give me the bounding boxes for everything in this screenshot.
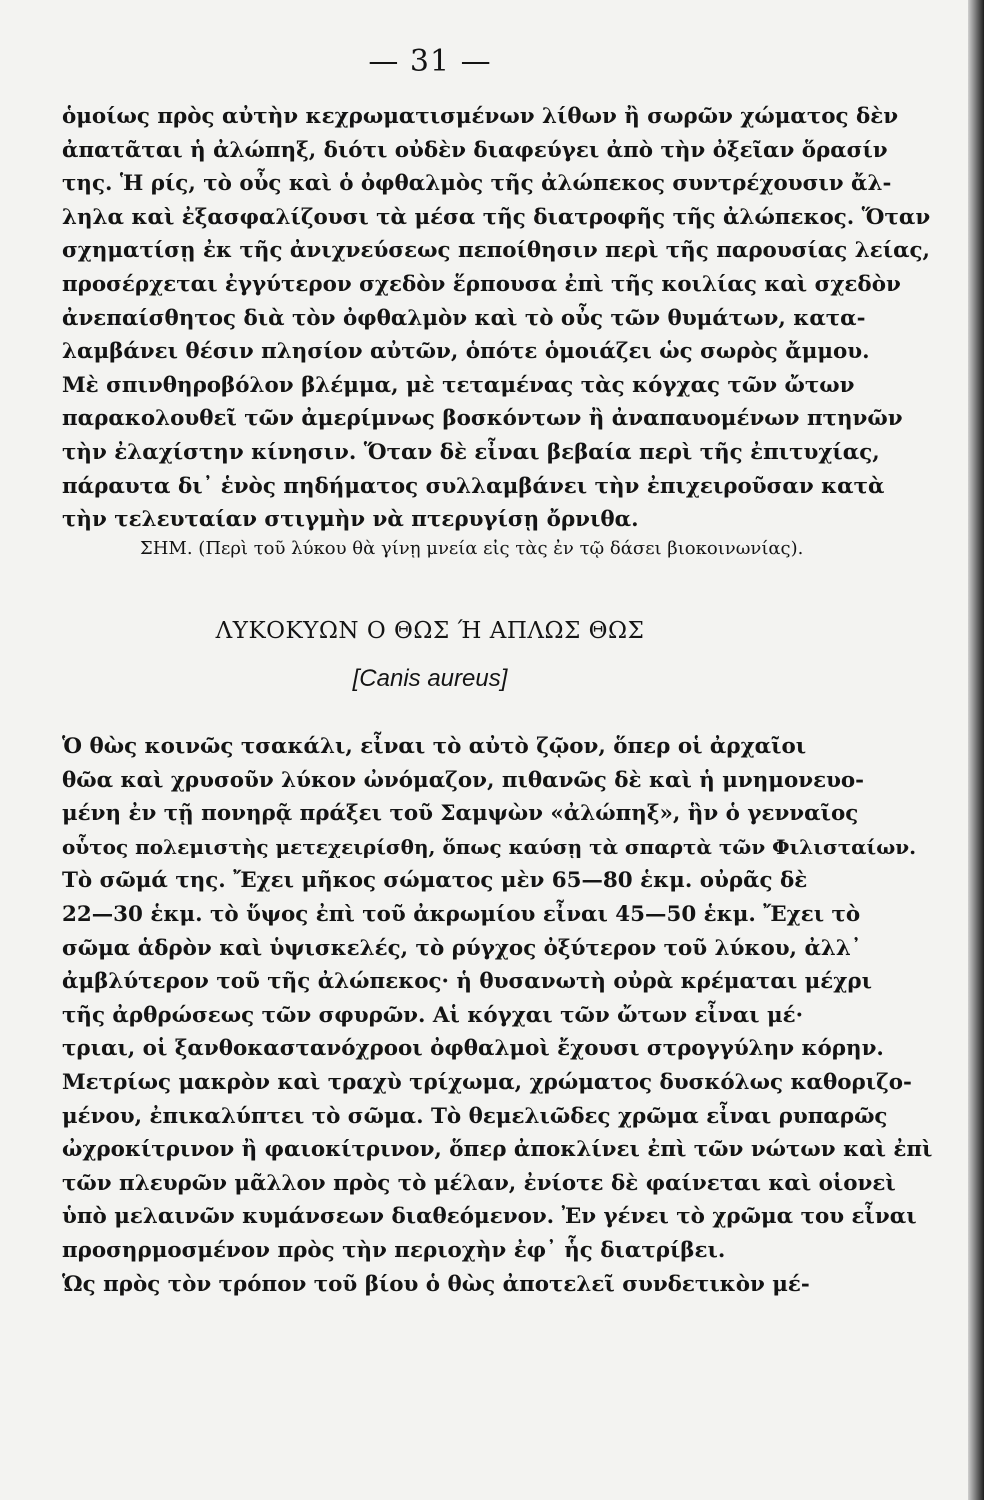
- text-line: ληλα καὶ ἐξασφαλίζουσι τὰ μέσα τῆς διατροφῆς τῆς ἀλώπεκος. Ὅταν: [62, 204, 931, 230]
- footnote: ΣΗΜ. (Περὶ τοῦ λύκου θὰ γίνῃ μνεία εἰς τὰς ἐν τῷ δάσει βιοκοινωνίας).: [140, 538, 804, 559]
- text-line: τὴν ἐλαχίστην κίνησιν. Ὅταν δὲ εἶναι βεβαία περὶ τῆς ἐπιτυχίας,: [62, 439, 880, 465]
- text-line: σῶμα ἁδρὸν καὶ ὑψισκελές, τὸ ρύγχος ὀξύτερον τοῦ λύκου, ἀλλ᾿: [62, 935, 862, 961]
- text-line: μένη ἐν τῇ πονηρᾷ πράξει τοῦ Σαμψὼν «ἀλώπηξ», ἣν ὁ γενναῖος: [62, 801, 859, 827]
- text-line: τριαι, οἱ ξανθοκαστανόχροοι ὀφθαλμοὶ ἔχουσι στρογγύλην κόρην.: [62, 1036, 884, 1062]
- text-line: τῶν πλευρῶν μᾶλλον πρὸς τὸ μέλαν, ἐνίοτε δὲ φαίνεται καὶ οἱονεὶ: [62, 1170, 896, 1196]
- text-line: Τὸ σῶμά της. Ἔχει μῆκος σώματος μὲν 65—80 ἑκμ. οὐρᾶς δὲ: [62, 868, 808, 894]
- text-line: προσέρχεται ἐγγύτερον σχεδὸν ἕρπουσα ἐπὶ τῆς κοιλίας καὶ σχεδὸν: [62, 271, 901, 297]
- latin-species-name: [Canis aureus]: [352, 665, 508, 692]
- section-heading: ΛΥΚΟΚΥΩΝ Ο ΘΩΣ Ή ΑΠΛΩΣ ΘΩΣ: [215, 618, 645, 644]
- paragraph-jackal: [62, 730, 933, 1301]
- text-line: 22—30 ἑκμ. τὸ ὕψος ἐπὶ τοῦ ἀκρωμίου εἶναι 45—50 ἑκμ. Ἔχει τὸ: [62, 901, 861, 927]
- text-line: ὠχροκίτρινον ἢ φαιοκίτρινον, ὅπερ ἀποκλίνει ἐπὶ τῶν νώτων καὶ ἐπὶ: [62, 1137, 933, 1163]
- text-line: προσηρμοσμένον πρὸς τὴν περιοχὴν ἐφ᾿ ἧς διατρίβει.: [62, 1237, 726, 1263]
- text-line: λαμβάνει θέσιν πλησίον αὐτῶν, ὁπότε ὁμοιάζει ὡς σωρὸς ἄμμου.: [62, 339, 870, 365]
- text-line: ἀνεπαίσθητος διὰ τὸν ὀφθαλμὸν καὶ τὸ οὖς τῶν θυμάτων, κατα-: [62, 305, 866, 331]
- text-line: πάραυτα δι᾿ ἑνὸς πηδήματος συλλαμβάνει τὴν ἐπιχειροῦσαν κατὰ: [62, 473, 885, 499]
- text-line: ἀμβλύτερον τοῦ τῆς ἀλώπεκος· ἡ θυσανωτὴ οὐρὰ κρέμαται μέχρι: [62, 969, 872, 995]
- text-line: της. Ἡ ρίς, τὸ οὖς καὶ ὁ ὀφθαλμὸς τῆς ἀλώπεκος συντρέχουσιν ἄλ-: [62, 171, 892, 197]
- text-line: τὴν τελευταίαν στιγμὴν νὰ πτερυγίσῃ ὄρνιθα.: [62, 507, 639, 533]
- text-line: θῶα καὶ χρυσοῦν λύκον ὠνόμαζον, πιθανῶς δὲ καὶ ἡ μνημονευο-: [62, 767, 865, 793]
- text-line: ἀπατᾶται ἡ ἀλώπηξ, διότι οὐδὲν διαφεύγει ἀπὸ τὴν ὀξεῖαν ὅρασίν: [62, 137, 888, 163]
- text-line: Μετρίως μακρὸν καὶ τραχὺ τρίχωμα, χρώματος δυσκόλως καθοριζο-: [62, 1069, 912, 1095]
- text-line: Ὁ θὼς κοινῶς τσακάλι, εἶναι τὸ αὐτὸ ζῷον, ὅπερ οἱ ἀρχαῖοι: [62, 734, 807, 759]
- text-line: ὁμοίως πρὸς αὐτὴν κεχρωματισμένων λίθων ἢ σωρῶν χώματος δὲν: [62, 104, 899, 129]
- text-line: σχηματίσῃ ἐκ τῆς ἀνιχνεύσεως πεποίθησιν περὶ τῆς παρουσίας λείας,: [62, 238, 931, 264]
- text-line: Ὡς πρὸς τὸν τρόπον τοῦ βίου ὁ θὼς ἀποτελεῖ συνδετικὸν μέ-: [62, 1271, 810, 1297]
- text-line: τῆς ἀρθρώσεως τῶν σφυρῶν. Αἱ κόγχαι τῶν ὤτων εἶναι μέ·: [62, 1002, 804, 1028]
- text-line: Μὲ σπινθηροβόλον βλέμμα, μὲ τεταμένας τὰς κόγχας τῶν ὤτων: [62, 372, 855, 398]
- paragraph-fox-behaviour: [62, 100, 931, 537]
- text-line: παρακολουθεῖ τῶν ἀμερίμνως βοσκόντων ἢ ἀναπαυομένων πτηνῶν: [62, 406, 903, 432]
- text-line: ὑπὸ μελαινῶν κυμάνσεων διαθεόμενον. Ἐν γένει τὸ χρῶμα του εἶναι: [62, 1204, 917, 1230]
- page-number: — 31 —: [368, 44, 492, 79]
- text-line: οὗτος πολεμιστὴς μετεχειρίσθη, ὅπως καύσῃ τὰ σπαρτὰ τῶν Φιλισταίων.: [62, 834, 917, 859]
- page-edge-shadow: [968, 0, 984, 1500]
- text-line: μένου, ἐπικαλύπτει τὸ σῶμα. Τὸ θεμελιῶδες χρῶμα εἶναι ρυπαρῶς: [62, 1103, 888, 1129]
